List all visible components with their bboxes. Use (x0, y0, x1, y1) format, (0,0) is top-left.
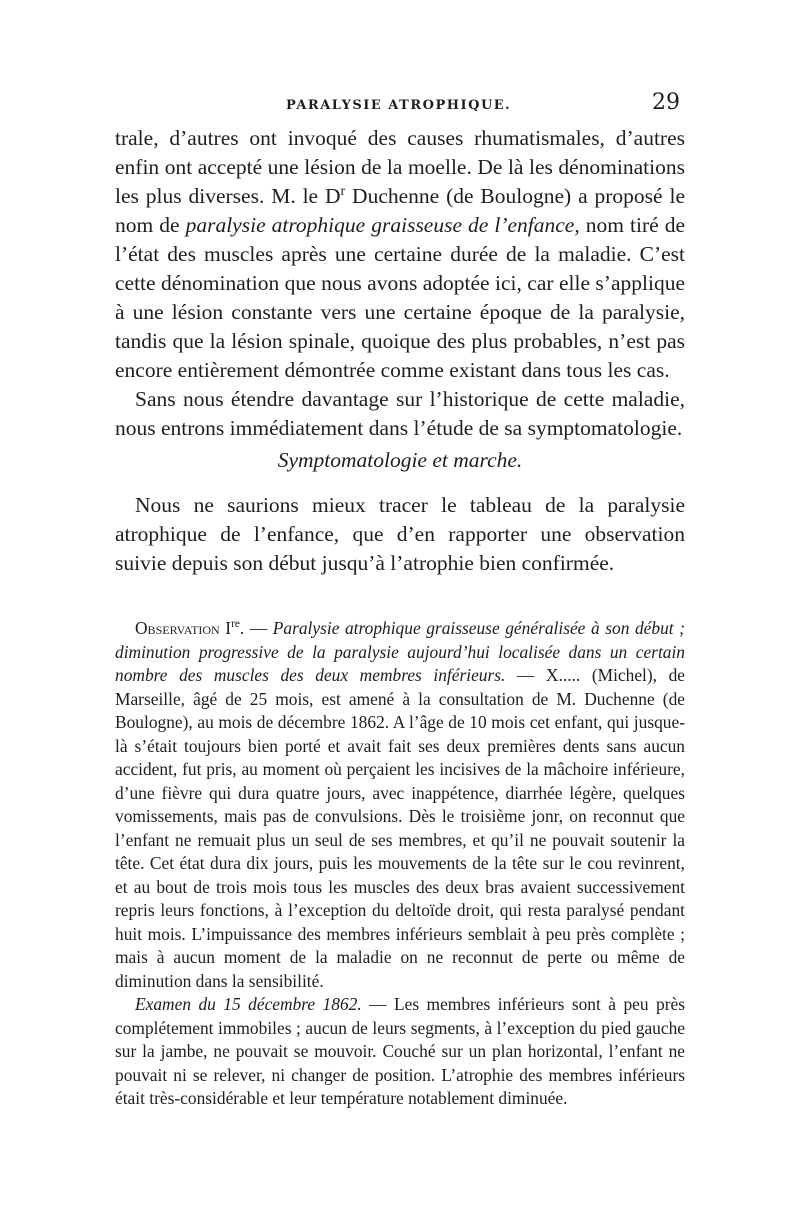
observation-paragraph-2: Examen du 15 décembre 1862. — Les membres inférieurs sont à peu près complétement immobiles ; aucun de leurs segments, à l’exception du pied gauche sur la jambe, ne pouvait se mouvoir. Couché sur un plan horizontal, l’enfant ne pouvait ni se relever, ni changer de position. L’atrophie des membres inférieurs était très-considérable et leur température notablement diminuée. (115, 994, 685, 1108)
exam-heading: Examen du 15 décembre 1862. (135, 994, 362, 1014)
section-title: Symptomatologie et marche. (277, 448, 523, 472)
running-title: PARALYSIE ATROPHIQUE. (286, 98, 512, 113)
observation-title: Paralysie atrophique graisseuse généralisée à son début ; diminution progressive de la paralysie aujourd’hui localisée dans un certain nombre des muscles des deux membres inférieurs. (115, 618, 685, 685)
main-text (115, 124, 685, 578)
observation-paragraph-1: Observation Ire. — Paralysie atrophique graisseuse généralisée à son début ; diminution progressive de la paralysie aujourd’hui localisée dans un certain nombre des muscles des deux membres inférieurs. — X..... (Michel), de Marseille, âgé de 25 mois, est amené à la consultation de M. Duchenne (de Boulogne), au mois de décembre 1862. A l’âge de 10 mois cet enfant, qui jusque-là s’était toujours bien porté et avait fait ses deux premières dents sans aucun accident, fut pris, au moment où perçaient les incisives de la mâchoire inférieure, d’une fièvre qui dura quatre jours, avec inappétence, diarrhée légère, quelques vomissements, mais pas de convulsions. Dès le troisième jonr, on reconnut que l’enfant ne remuait plus un seul de ses membres, et qu’il ne pouvait soutenir la tête. Cet état dura dix jours, puis les mouvements de la tête sur le cou revinrent, et au bout de trois mois tous les muscles des deux bras avaient successivement repris leurs fonctions, à l’exception du deltoïde droit, qui resta paralysé pendant huit mois. L’impuissance des membres inférieurs semblait à peu près complète ; mais à aucun moment de la maladie on ne reconnut de perte ou même de diminution dans la sensibilité. (115, 618, 686, 991)
section-paragraph-1: Nous ne saurions mieux tracer le tableau de la paralysie atrophique de l’enfance, que d’en rapporter une observation suivie depuis son début jusqu’à l’atrophie bien confirmée. (115, 493, 685, 575)
observation-label: Observation I (135, 618, 232, 638)
page-number: 29 (652, 90, 680, 115)
observation-block (115, 617, 685, 1111)
intro-paragraph-2: Sans nous étendre davantage sur l’historique de cette maladie, nous entrons immédiatement dans l’étude de sa symptomatologie. (115, 387, 685, 440)
intro-paragraph-1: trale, d’autres ont invoqué des causes rhumatismales, d’autres enfin ont accepté une lésion de la moelle. De là les dénominations les plus diverses. M. le $D^r$ Duchenne (de Boulogne) a proposé le nom de paralysie atrophique graisseuse de l’enfance, nom tiré de l’état des muscles après une certaine durée de la maladie. C’est cette dénomination que nous avons adoptée ici, car elle s’applique à une lésion constante vers une certaine époque de la paralysie, tandis que la lésion spinale, quoique des plus probables, n’est pas encore entièrement démontrée comme existant dans tous les cas. (115, 126, 685, 382)
italic-term: paralysie atrophique graisseuse de l’enfance, (185, 213, 580, 237)
